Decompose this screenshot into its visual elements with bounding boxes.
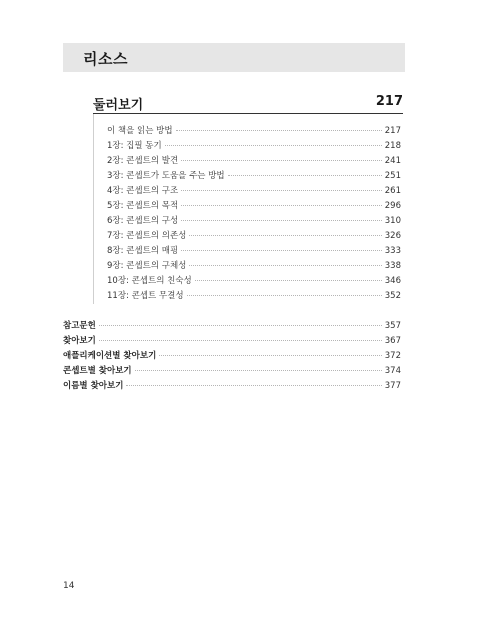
dotted-leader (189, 235, 381, 236)
dotted-leader (181, 205, 382, 206)
toc-entry[interactable] (63, 334, 401, 346)
toc-entry[interactable] (107, 124, 401, 136)
toc-entry-label: 이 책을 읽는 방법 (107, 126, 173, 136)
toc-entry-page: 217 (384, 126, 401, 136)
toc-entry-page: 367 (384, 336, 401, 346)
toc-entry-label: 6장: 콘셉트의 구성 (107, 216, 179, 226)
dotted-leader (228, 175, 382, 176)
toc-entry-page: 296 (384, 201, 401, 211)
part-header (63, 43, 405, 72)
toc-entry[interactable] (107, 229, 401, 241)
toc-entry[interactable] (107, 244, 401, 256)
toc-entry[interactable] (63, 379, 401, 391)
part-title: 리소스 (83, 50, 128, 68)
dotted-leader (126, 385, 381, 386)
dotted-leader (195, 280, 382, 281)
toc-entry-page: 352 (384, 291, 401, 301)
section-title: 둘러보기 (93, 98, 144, 113)
toc-entry[interactable] (63, 319, 401, 331)
toc-entry-label: 11장: 콘셉트 무결성 (107, 291, 184, 301)
toc-entry-label: 4장: 콘셉트의 구조 (107, 186, 179, 196)
toc-entry-label: 찾아보기 (63, 336, 96, 346)
toc-entry-label: 1장: 집필 동기 (107, 141, 162, 151)
dotted-leader (135, 370, 382, 371)
toc-entry-label: 참고문헌 (63, 321, 96, 331)
toc-entry-page: 338 (384, 261, 401, 271)
toc-entry[interactable] (107, 274, 401, 286)
toc-entry-page: 241 (384, 156, 401, 166)
toc-entry[interactable] (107, 169, 401, 181)
toc-entry-label: 5장: 콘셉트의 목적 (107, 201, 179, 211)
dotted-leader (165, 145, 382, 146)
toc-entry-page: 218 (384, 141, 401, 151)
toc-entry-page: 261 (384, 186, 401, 196)
toc-entry-label: 2장: 콘셉트의 발견 (107, 156, 179, 166)
toc-divider-line (93, 114, 94, 304)
toc-entry-page: 374 (384, 366, 401, 376)
toc-entry-page: 310 (384, 216, 401, 226)
toc-entry-label: 10장: 콘셉트의 친숙성 (107, 276, 192, 286)
toc-entry[interactable] (107, 199, 401, 211)
toc-entry[interactable] (63, 364, 401, 376)
dotted-leader (181, 160, 382, 161)
section-page-number: 217 (375, 94, 403, 109)
toc-entry-page: 333 (384, 246, 401, 256)
toc-entry[interactable] (107, 259, 401, 271)
section-header (93, 93, 403, 114)
toc-entry-page: 346 (384, 276, 401, 286)
toc-entry[interactable] (107, 139, 401, 151)
toc-entry[interactable] (107, 184, 401, 196)
toc-entry-page: 357 (384, 321, 401, 331)
toc-entry-page: 372 (384, 351, 401, 361)
dotted-leader (181, 220, 382, 221)
dotted-leader (189, 265, 381, 266)
toc-entry-label: 이름별 찾아보기 (63, 381, 124, 391)
dotted-leader (99, 325, 382, 326)
toc-entry[interactable] (107, 289, 401, 301)
dotted-leader (159, 355, 381, 356)
toc-entry-page: 251 (384, 171, 401, 181)
toc-entry[interactable] (63, 349, 401, 361)
dotted-leader (99, 340, 382, 341)
toc-entry-page: 377 (384, 381, 401, 391)
toc-entry-label: 8장: 콘셉트의 매핑 (107, 246, 179, 256)
toc-entry-label: 애플리케이션별 찾아보기 (63, 351, 157, 361)
toc-entry-page: 326 (384, 231, 401, 241)
dotted-leader (187, 295, 382, 296)
toc-entry-label: 7장: 콘셉트의 의존성 (107, 231, 187, 241)
dotted-leader (181, 190, 382, 191)
page-number: 14 (63, 581, 75, 591)
toc-entry[interactable] (107, 154, 401, 166)
toc-entry-label: 콘셉트별 찾아보기 (63, 366, 132, 376)
dotted-leader (181, 250, 382, 251)
toc-entry-label: 9장: 콘셉트의 구체성 (107, 261, 187, 271)
toc-entry[interactable] (107, 214, 401, 226)
toc-entry-label: 3장: 콘셉트가 도움을 주는 방법 (107, 171, 225, 181)
dotted-leader (176, 130, 382, 131)
